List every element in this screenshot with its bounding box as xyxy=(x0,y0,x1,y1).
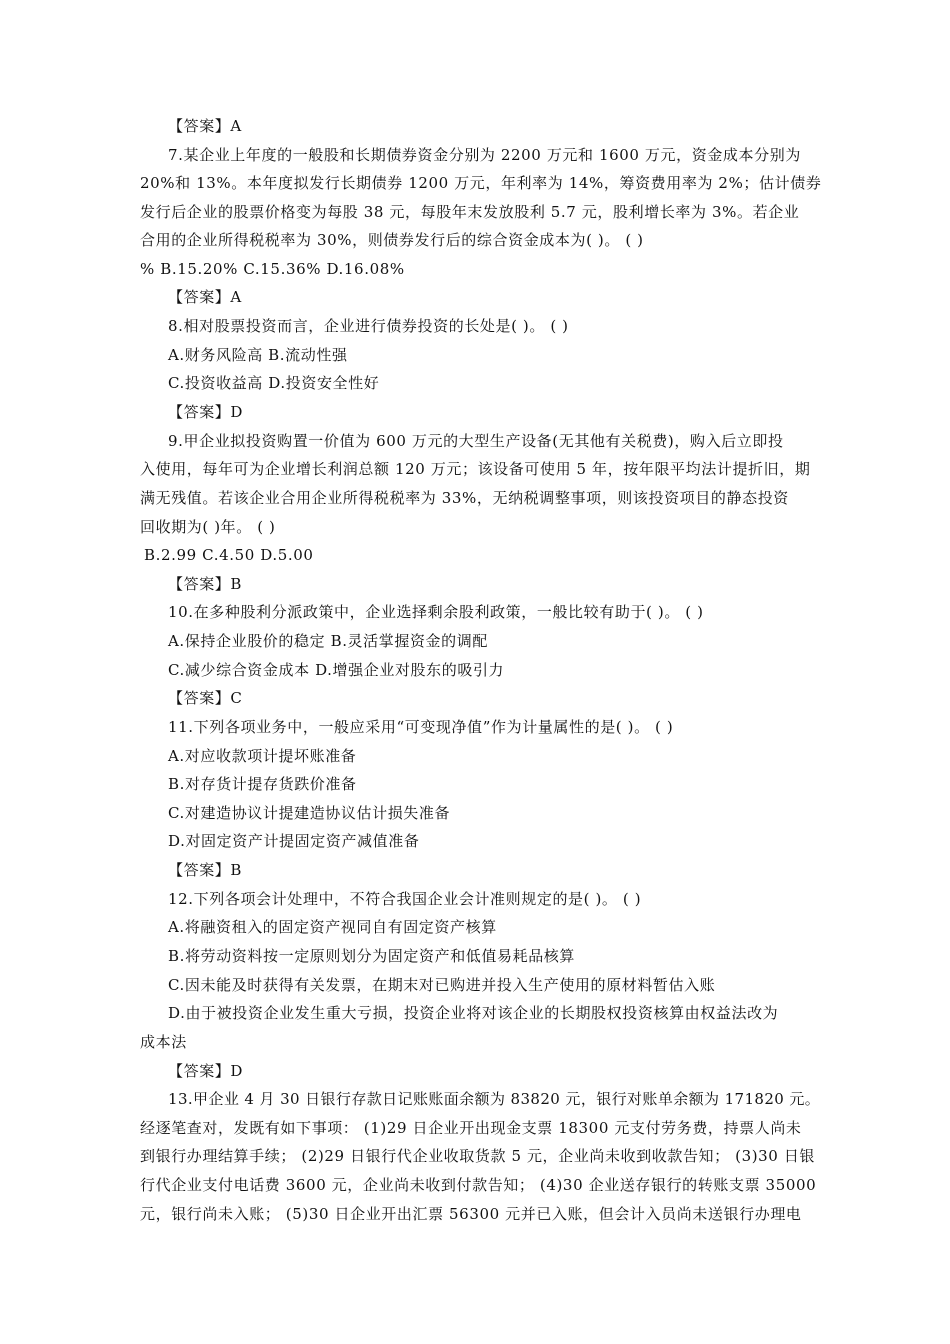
question-11-option: C.对建造协议计提建造协议估计损失准备 xyxy=(168,804,451,822)
answer-line: 【答案】D xyxy=(168,403,244,421)
question-8-line: 8.相对股票投资而言，企业进行债券投资的长处是( )。 ( ) xyxy=(168,317,569,335)
question-9-line: 回收期为( )年。 ( ) xyxy=(140,518,276,536)
question-13-line: 经逐笔查对，发既有如下事项： (1)29 日企业开出现金支票 18300 元支付劳务费，持票人尚未 xyxy=(140,1119,802,1137)
question-11-option: D.对固定资产计提固定资产减值准备 xyxy=(168,832,420,850)
answer-line: 【答案】A xyxy=(168,117,242,135)
question-7-line: 20%和 13%。本年度拟发行长期债券 1200 万元，年利率为 14%，筹资费用率为 2%；估计债券 xyxy=(140,174,822,192)
answer-line: 【答案】C xyxy=(168,689,243,707)
answer-line: 【答案】B xyxy=(168,575,243,593)
question-8-options: C.投资收益高 D.投资安全性好 xyxy=(168,374,380,392)
question-12-line: 12.下列各项会计处理中，不符合我国企业会计准则规定的是( )。 ( ) xyxy=(168,890,642,908)
question-10-options: A.保持企业股价的稳定 B.灵活掌握资金的调配 xyxy=(168,632,488,650)
question-8-options: A.财务风险高 B.流动性强 xyxy=(168,346,348,364)
question-12-option: B.将劳动资料按一定原则划分为固定资产和低值易耗品核算 xyxy=(168,947,575,965)
question-12-option: A.将融资租入的固定资产视同自有固定资产核算 xyxy=(168,918,497,936)
question-9-line: 满无残值。若该企业合用企业所得税税率为 33%，无纳税调整事项，则该投资项目的静态投资 xyxy=(140,489,789,507)
question-7-line: 7.某企业上年度的一般股和长期债券资金分别为 2200 万元和 1600 万元，资金成本分别为 xyxy=(168,146,801,164)
question-7-line: 发行后企业的股票价格变为每股 38 元，每股年末发放股利 5.7 元，股利增长率为 3%。若企业 xyxy=(140,203,800,221)
question-12-option: 成本法 xyxy=(140,1033,187,1051)
question-12-option: D.由于被投资企业发生重大亏损，投资企业将对该企业的长期股权投资核算由权益法改为 xyxy=(168,1004,779,1022)
question-11-option: B.对存货计提存货跌价准备 xyxy=(168,775,357,793)
question-10-line: 10.在多种股利分派政策中，企业选择剩余股利政策，一般比较有助于( )。 ( ) xyxy=(168,603,704,621)
answer-line: 【答案】B xyxy=(168,861,243,879)
question-7-line: 合用的企业所得税税率为 30%，则债券发行后的综合资金成本为( )。 ( ) xyxy=(140,231,644,249)
question-10-options: C.减少综合资金成本 D.增强企业对股东的吸引力 xyxy=(168,661,505,679)
question-13-line: 到银行办理结算手续； (2)29 日银行代企业收取货款 5 元，企业尚未收到收款告知； (3)30 日银 xyxy=(140,1147,816,1165)
answer-line: 【答案】D xyxy=(168,1062,244,1080)
question-12-option: C.因未能及时获得有关发票，在期末对已购进并投入生产使用的原材料暂估入账 xyxy=(168,976,716,994)
question-13-line: 行代企业支付电话费 3600 元，企业尚未收到付款告知； (4)30 企业送存银行的转账支票 35000 xyxy=(140,1176,817,1194)
question-11-option: A.对应收款项计提坏账准备 xyxy=(168,747,357,765)
question-11-line: 11.下列各项业务中，一般应采用“可变现净值”作为计量属性的是( )。 ( ) xyxy=(168,718,674,736)
question-9-line: 9.甲企业拟投资购置一价值为 600 万元的大型生产设备(无其他有关税费)，购入后立即投 xyxy=(168,432,784,450)
question-13-line: 元，银行尚未入账； (5)30 日企业开出汇票 56300 元并已入账，但会计入员尚未送银行办理电 xyxy=(140,1205,802,1223)
question-7-options: % B.15.20% C.15.36% D.16.08% xyxy=(140,260,405,278)
question-13-line: 13.甲企业 4 月 30 日银行存款日记账账面余额为 83820 元，银行对账单余额为 171820 元。 xyxy=(168,1090,821,1108)
question-9-line: 入使用，每年可为企业增长利润总额 120 万元；该设备可使用 5 年，按年限平均法计提折旧，期 xyxy=(140,460,811,478)
answer-line: 【答案】A xyxy=(168,288,242,306)
question-9-options: B.2.99 C.4.50 D.5.00 xyxy=(144,546,314,564)
